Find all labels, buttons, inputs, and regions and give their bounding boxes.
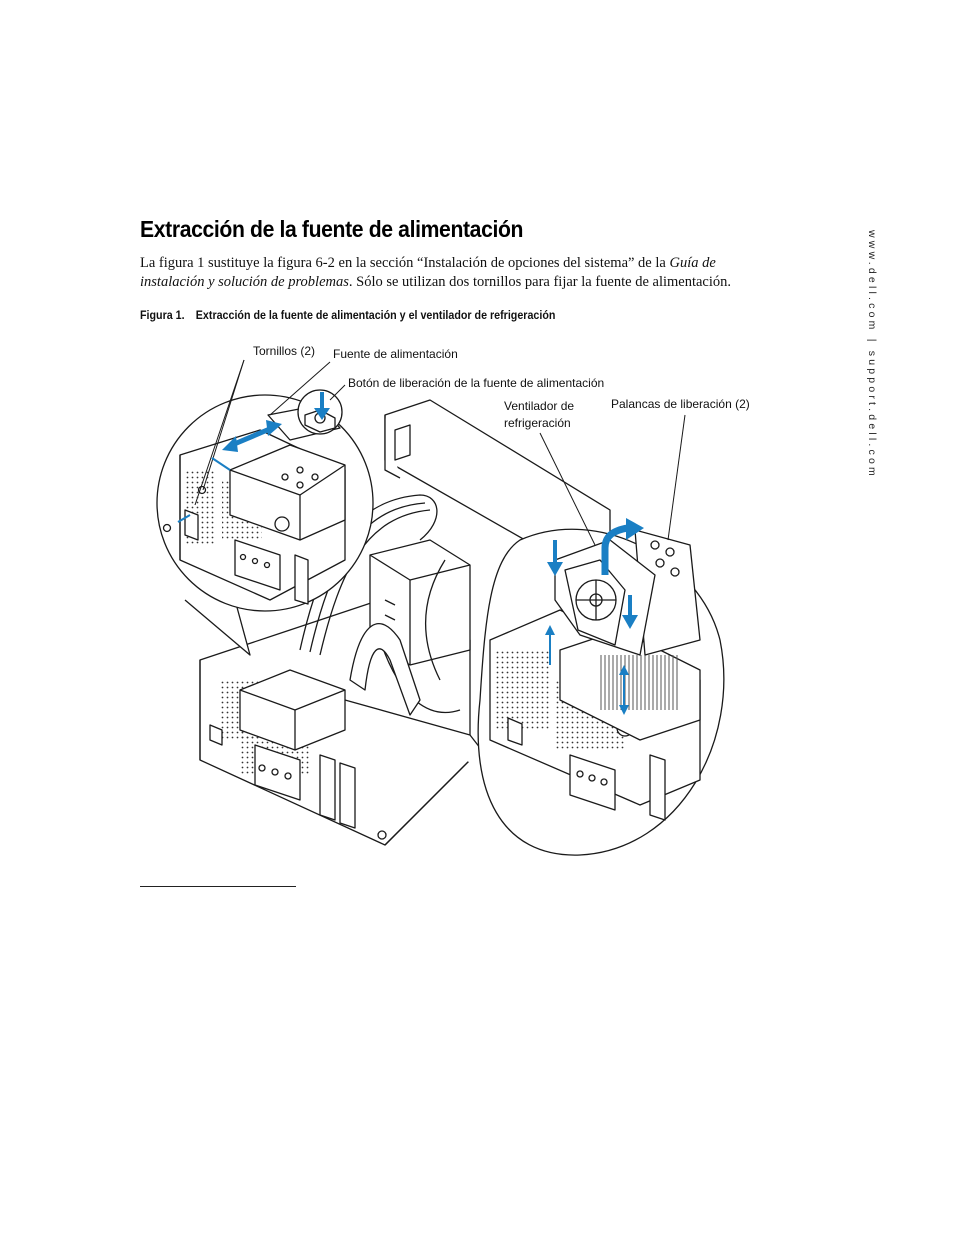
callout-psu: Fuente de alimentación xyxy=(333,347,458,361)
callout-fan-line1: Ventilador de xyxy=(504,399,575,413)
intro-text-end: . Sólo se utilizan dos tornillos para fijar la fuente de alimentación. xyxy=(348,274,732,290)
figure-caption-text: Extracción de la fuente de alimentación y el ventilador de refrigeración xyxy=(195,310,556,322)
page-title: Extracción de la fuente de alimentación xyxy=(140,216,524,242)
intro-paragraph xyxy=(140,254,760,292)
figure-caption xyxy=(140,310,555,322)
figure-number: Figura 1. xyxy=(140,310,185,322)
psu-removal-illustration xyxy=(150,340,790,870)
intro-text-start: La figura 1 sustituye la figura 6-2 en la sección “Instalación de opciones del sistema” de la xyxy=(140,255,670,271)
guide-title: Guía de instalación y solución de problemas xyxy=(140,255,716,290)
sidebar-url: www.dell.com | support.dell.com xyxy=(866,230,878,479)
callout-fan-line2: refrigeración xyxy=(504,416,571,430)
callout-psu-release: Botón de liberación de la fuente de alimentación xyxy=(348,376,605,390)
callout-screws: Tornillos (2) xyxy=(253,344,316,358)
callout-levers: Palancas de liberación (2) xyxy=(611,397,750,411)
footnote-rule xyxy=(140,886,296,887)
